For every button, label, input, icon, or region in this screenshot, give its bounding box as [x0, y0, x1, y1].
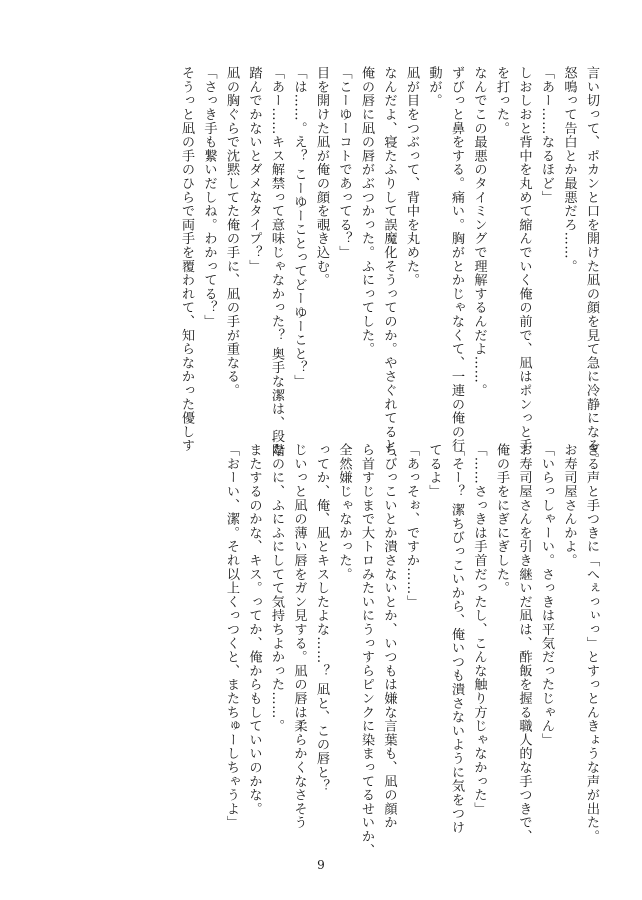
text-line: 「……さっきは手首だったし、こんな触り方じゃなかった」 [471, 443, 487, 816]
text-line: 「いらっしゃーい。さっきは平気だったじゃん」 [539, 443, 554, 747]
text-line: 「あー……なるほど」 [539, 66, 554, 204]
text-line: 「おーい、潔。それ以上くっつくと、またちゅーしちゃうよ」 [224, 443, 239, 830]
text-line: またするのかな、キス。ってか、俺からもしていいのかな。 [246, 443, 262, 816]
bottom-text-block [220, 443, 603, 857]
text-line: ずびっと鼻をする。痛い。胸がとかじゃなくて、一連の俺の行 [449, 66, 464, 453]
text-line: お寿司屋さんを引き継いだ凪は、酢飯を握る職人的な手つきで、 [516, 443, 532, 844]
text-line: を打った。 [494, 66, 509, 135]
text-line: 怒鳴って告白とか最悪だろ……。 [561, 66, 577, 273]
text-line: ちびっこいとか潰さないとか、いつもは嫌な言葉も、凪の顔か [381, 443, 397, 830]
text-line: ぎる声と手つきに「へぇっぃっ」とすっとんきょうな声が出た。 [584, 443, 599, 844]
text-line: お寿司屋さんかよ。 [561, 443, 577, 568]
text-line: 「こーゆーコトであってる？」 [336, 66, 352, 260]
text-line: 俺の唇に凪の唇がぶつかった。ふにってした。 [359, 66, 374, 356]
text-line: 言い切って、ポカンと口を開けた凪の顔を見て急に冷静になる。 [584, 66, 599, 467]
text-line: 踏んでかないとダメなタイプ？」 [246, 66, 262, 273]
text-line: ら首すじまで大トロみたいにうっすらピンクに染まってるせいか、 [359, 443, 374, 857]
text-line: なんでこの最悪のタイミングで理解するんだよ……。 [471, 66, 487, 398]
text-line: 全然嫌じゃなかった。 [336, 443, 352, 581]
text-line: 凪が目をつぶって、背中を丸めた。 [404, 66, 419, 287]
text-line: てるよ」 [426, 443, 442, 499]
text-line: 俺の手をにぎにぎした。 [494, 443, 509, 595]
text-line: なんだよ、寝たふりして誤魔化そうってのか。やさぐれてると、 [381, 66, 397, 467]
text-line: そうっと凪の手のひらで両手を覆われて、知らなかった優しす [179, 66, 194, 453]
text-line: 目を開けた凪が俺の顔を覗き込む。 [314, 66, 329, 287]
text-line: 動が。 [426, 66, 442, 108]
text-line: 「は……。え？ こーゆーことってどーゆーこと？」 [291, 66, 307, 389]
text-line: しおしおと背中を丸めて縮んでいく俺の前で、凪はポンっと手 [516, 66, 532, 453]
text-line: 「そー？ 潔ちびっこいから、俺いつも潰さないように気をつけ [449, 443, 464, 835]
text-line: ってか、俺、凪とキスしたよな……？ 凪と、この唇と？ [314, 443, 329, 793]
text-line: 「さっき手も繋いだしね。わかってる？」 [201, 66, 217, 329]
text-line: 「あっそぉ、ですか……」 [404, 443, 419, 609]
text-line: なのに、ふにふにしてて気持ちよかった……。 [269, 443, 284, 733]
top-text-block [175, 66, 603, 466]
text-line: 凪の胸ぐらで沈黙してた俺の手に、凪の手が重なる。 [224, 66, 239, 398]
text-line: じいっと凪の薄い唇をガン見する。凪の唇は柔らかくなさそう [291, 443, 307, 830]
text-line: 「あー……キス解禁って意味じゃなかった？ 奥手な潔は、段階 [269, 66, 284, 458]
page-number: 9 [317, 858, 325, 872]
